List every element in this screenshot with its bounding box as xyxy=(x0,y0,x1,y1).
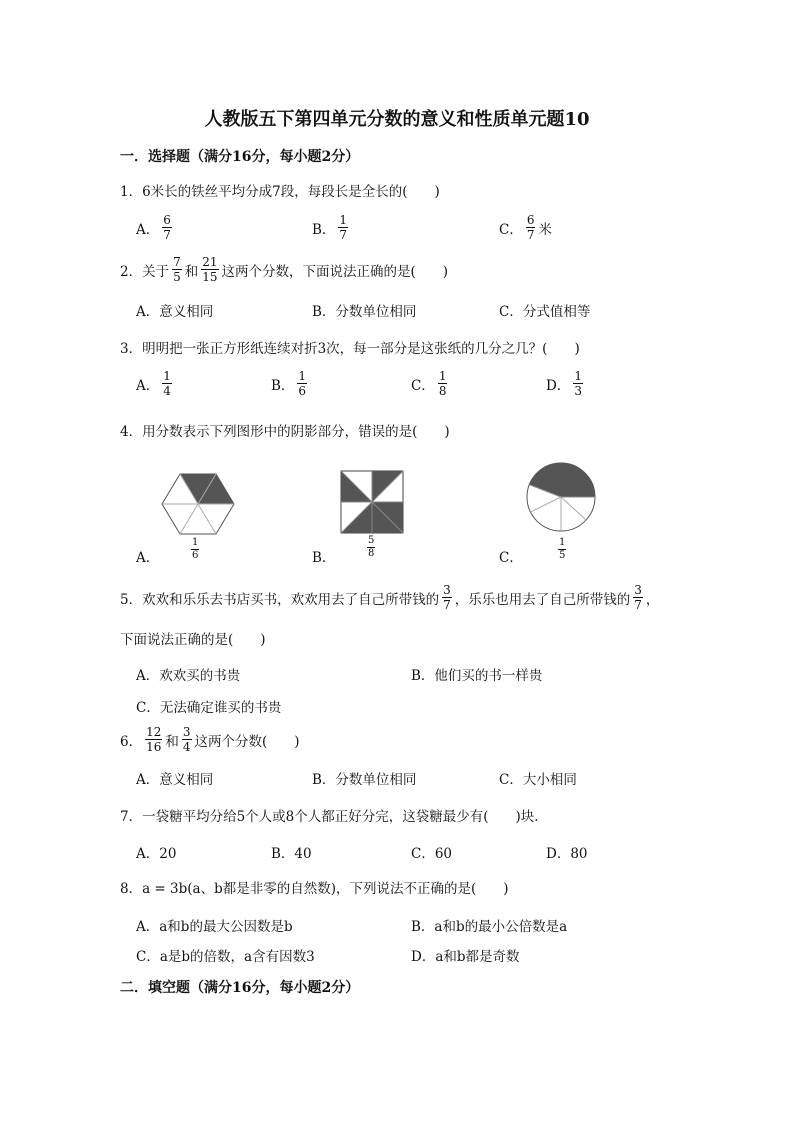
fraction: $\frac{1}{3}$ xyxy=(574,369,582,398)
question-7-stem: 7．一袋糖平均分给5个人或8个人都正好分完，这袋糖最少有( )块． xyxy=(120,809,548,825)
square-figure xyxy=(340,470,404,534)
hexagon-figure xyxy=(160,470,236,538)
q3-option-b[interactable]: B． $\frac{1}{6}$ xyxy=(271,369,307,398)
page-title: 人教版五下第四单元分数的意义和性质单元题10 xyxy=(204,109,590,130)
q7-option-a[interactable]: A．20 xyxy=(136,846,177,862)
q8-option-d[interactable]: D．a和b都是奇数 xyxy=(411,949,520,965)
q3-option-d[interactable]: D． $\frac{1}{3}$ xyxy=(546,369,582,398)
q8-option-a[interactable]: A．a和b的最大公因数是b xyxy=(136,919,293,935)
fraction: $\frac{1}{4}$ xyxy=(163,369,171,398)
q4-option-c[interactable]: C． xyxy=(499,550,523,566)
q4-option-a[interactable]: A． xyxy=(136,550,160,566)
q5-option-b[interactable]: B．他们买的书一样贵 xyxy=(411,668,543,684)
q3-option-a[interactable]: A． $\frac{1}{4}$ xyxy=(136,369,171,398)
q3-option-c[interactable]: C． $\frac{1}{8}$ xyxy=(411,369,447,398)
circle-figure xyxy=(524,460,598,534)
q8-option-b[interactable]: B．a和b的最小公倍数是a xyxy=(411,919,568,935)
fraction: $\frac{6}{7}$ xyxy=(163,213,171,242)
fraction: $\frac{12}{16}$ xyxy=(146,725,162,754)
q2-option-b[interactable]: B．分数单位相同 xyxy=(312,304,417,320)
q7-option-c[interactable]: C．60 xyxy=(411,846,453,862)
q4-figure-c-fraction: $\frac{1}{5}$ xyxy=(559,537,566,561)
q1-option-a[interactable]: A． $\frac{6}{7}$ xyxy=(136,213,171,242)
fraction: $\frac{1}{7}$ xyxy=(339,213,348,242)
fraction: $\frac{1}{6}$ xyxy=(298,369,307,398)
q4-option-b[interactable]: B． xyxy=(312,550,336,566)
q2-option-c[interactable]: C．分式值相等 xyxy=(499,304,591,320)
q6-option-a[interactable]: A．意义相同 xyxy=(136,772,214,788)
q2-option-a[interactable]: A．意义相同 xyxy=(136,304,214,320)
question-5-stem-line2: 下面说法正确的是( ) xyxy=(120,632,266,648)
q7-option-d[interactable]: D．80 xyxy=(546,846,588,862)
fraction: $\frac{6}{7}$ xyxy=(526,213,535,242)
section-heading-choice: 一．选择题（满分16分，每小题2分） xyxy=(120,149,360,165)
fraction: $\frac{3}{7}$ xyxy=(443,583,451,612)
q7-option-b[interactable]: B．40 xyxy=(271,846,312,862)
q6-option-c[interactable]: C．大小相同 xyxy=(499,772,577,788)
question-3-stem: 3．明明把一张正方形纸连续对折3次，每一部分是这张纸的几分之几？( ) xyxy=(120,341,580,357)
question-5-stem: 5．欢欢和乐乐去书店买书，欢欢用去了自己所带钱的 $\frac{3}{7}$ ，乐乐也用去了自己所带钱的 $\frac{3}{7}$ ， xyxy=(120,583,660,612)
q4-figure-b-fraction: $\frac{5}{8}$ xyxy=(368,535,375,559)
q8-option-c[interactable]: C．a是b的倍数，a含有因数3 xyxy=(136,949,315,965)
question-6-stem: 6． $\frac{12}{16}$ 和 $\frac{3}{4}$ 这两个分数( ) xyxy=(120,725,300,754)
question-1-stem: 1．6米长的铁丝平均分成7段，每段长是全长的( ) xyxy=(120,184,440,200)
fraction: $\frac{7}{5}$ xyxy=(173,255,181,284)
question-2-stem: 2．关于 $\frac{7}{5}$ 和 $\frac{21}{15}$ 这两个分数，下面说法正确的是( ) xyxy=(120,255,449,284)
q1-option-c[interactable]: C． $\frac{6}{7}$ 米 xyxy=(499,213,552,242)
q5-option-a[interactable]: A．欢欢买的书贵 xyxy=(136,668,241,684)
fraction: $\frac{21}{15}$ xyxy=(202,255,218,284)
q5-option-c[interactable]: C．无法确定谁买的书贵 xyxy=(136,700,282,716)
fraction: $\frac{3}{4}$ xyxy=(182,725,191,754)
q1-option-b[interactable]: B． $\frac{1}{7}$ xyxy=(312,213,348,242)
question-8-stem: 8．a = 3b(a、b都是非零的自然数)，下列说法不正确的是( ) xyxy=(120,881,509,897)
fraction: $\frac{3}{7}$ xyxy=(634,583,642,612)
question-4-stem: 4．用分数表示下列图形中的阴影部分，错误的是( ) xyxy=(120,424,450,440)
q4-figure-a-fraction: $\frac{1}{6}$ xyxy=(192,537,199,561)
q6-option-b[interactable]: B．分数单位相同 xyxy=(312,772,417,788)
fraction: $\frac{1}{8}$ xyxy=(438,369,447,398)
section-heading-fill: 二．填空题（满分16分，每小题2分） xyxy=(120,980,360,996)
